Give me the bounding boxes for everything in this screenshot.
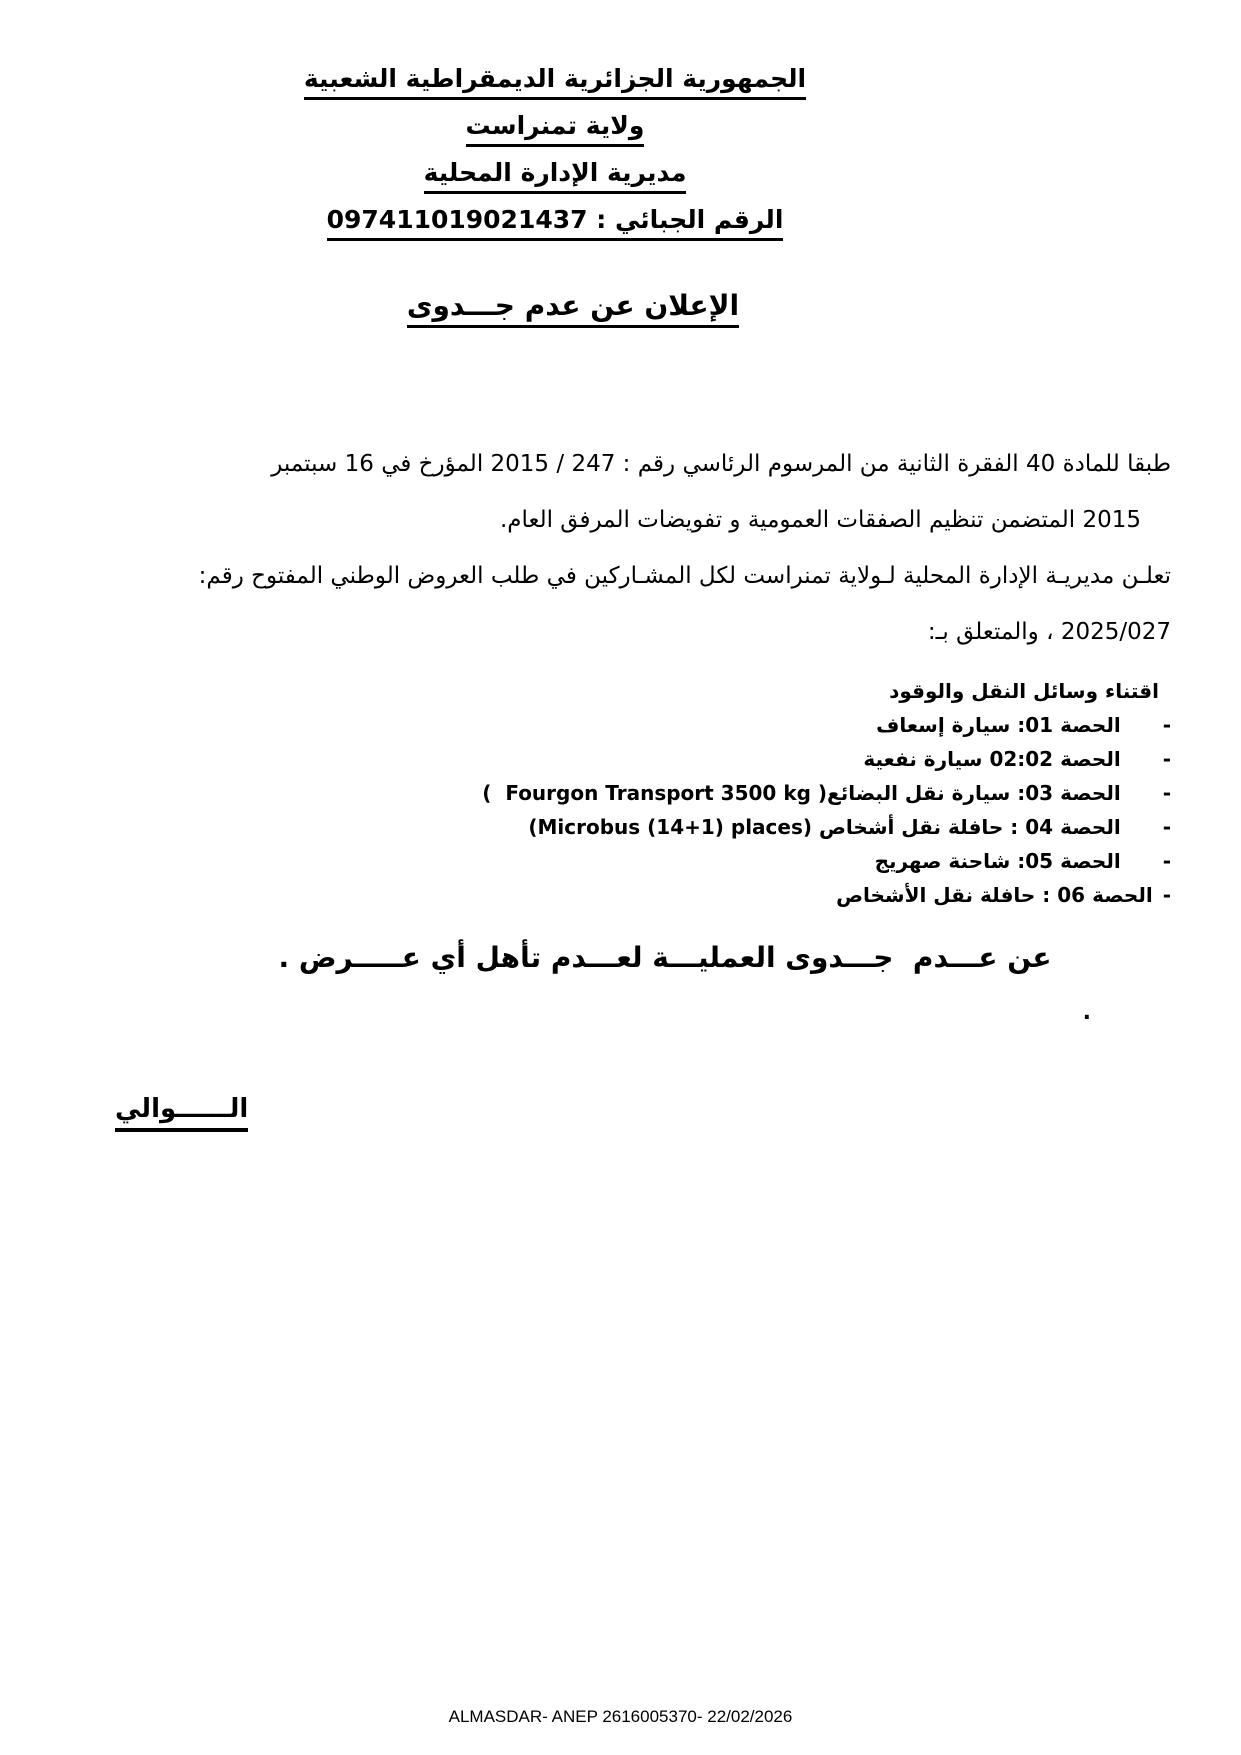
document-body: [65, 436, 1171, 1132]
paragraph1-line1: طبقا للمادة 40 الفقرة الثانية من المرسوم الرئاسي رقم : 247 / 2015 المؤرخ في 16 سبتمبر: [271, 451, 1171, 477]
lots-section: [65, 674, 1171, 912]
header-wilaya-text: ولاية تمنراست: [466, 110, 645, 147]
lot-item-04: [65, 810, 1171, 844]
stray-period: .: [1082, 1000, 1091, 1025]
lot-item-03: [65, 776, 1171, 810]
header-wilaya-line: [2, 102, 1108, 149]
header-directorate-line: [2, 149, 1108, 196]
dash-bullet-icon: -: [1162, 849, 1171, 873]
lot-item-02-text: الحصة 02:02 سيارة نفعية: [863, 747, 1121, 771]
lot-item-03-text: الحصة 03: سيارة نقل البضائع( Fourgon Transport 3500 kg ): [482, 781, 1121, 805]
page-title: [20, 289, 1126, 328]
lot-item-02: [65, 742, 1171, 776]
lot-item-04-text: الحصة 04 : حافلة نقل أشخاص (Microbus (14+1) places): [528, 815, 1121, 839]
header-republic-text: الجمهورية الجزائرية الديمقراطية الشعبية: [304, 63, 806, 100]
dash-bullet-icon: -: [1162, 883, 1171, 907]
lot-item-01: [65, 708, 1171, 742]
document-header: [2, 55, 1108, 243]
conclusion-line: عن عـــدم جـــدوى العمليـــة لعـــدم تأهل أي عـــــرض .: [278, 941, 1052, 974]
footer-anep-line: ALMASDAR- ANEP 2616005370- 22/02/2026: [448, 1707, 793, 1726]
dash-bullet-icon: -: [1162, 781, 1171, 805]
lot-item-05-text: الحصة 05: شاحنة صهريج: [874, 849, 1121, 873]
reference-line: 2025/027 ، والمتعلق بـ:: [927, 619, 1171, 645]
paragraph2-line: تعلـن مديريـة الإدارة المحلية لـولاية تمنراست لكل المشـاركين في طلب العروض الوطني المفتوح رقم:: [198, 563, 1171, 589]
page-title-text: الإعلان عن عدم جـــدوى: [407, 289, 739, 328]
lot-item-06: [65, 878, 1171, 912]
lot-item-01-text: الحصة 01: سيارة إسعاف: [876, 713, 1121, 737]
dash-bullet-icon: -: [1162, 713, 1171, 737]
lots-section-header: اقتناء وسائل النقل والوقود: [889, 679, 1159, 703]
header-directorate-text: مديرية الإدارة المحلية: [424, 157, 687, 194]
lot-item-05: [65, 844, 1171, 878]
signature-wali-text: الــــــوالي: [115, 1094, 248, 1132]
header-tax-number-line: [2, 196, 1108, 243]
header-tax-number-text: الرقم الجبائي : 097411019021437: [327, 204, 784, 241]
header-republic-line: [2, 55, 1108, 102]
paragraph1-line2: 2015 المتضمن تنظيم الصفقات العمومية و تفويضات المرفق العام.: [499, 507, 1141, 533]
signature-block: [65, 1094, 1171, 1132]
dash-bullet-icon: -: [1162, 747, 1171, 771]
dash-bullet-icon: -: [1162, 815, 1171, 839]
lot-item-06-text: الحصة 06 : حافلة نقل الأشخاص: [836, 883, 1153, 907]
